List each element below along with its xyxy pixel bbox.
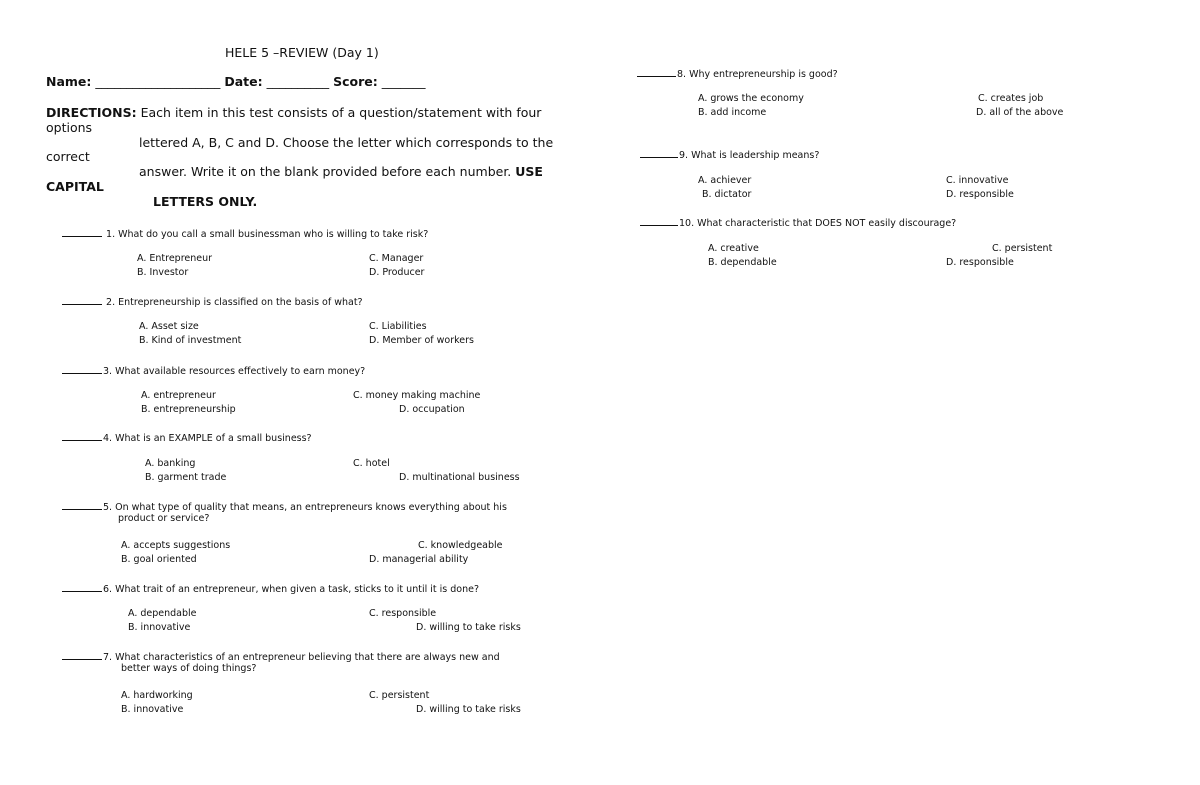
q9-option-c: C. innovative: [946, 175, 1009, 186]
q10-option-b: B. dependable: [708, 257, 777, 268]
directions-line-7: LETTERS ONLY.: [153, 194, 258, 209]
answer-blank-10[interactable]: [640, 216, 678, 226]
q10-option-c: C. persistent: [992, 243, 1053, 254]
directions-line-5: answer. Write it on the blank provided before each number. USE: [139, 164, 543, 179]
q3-option-b: B. entrepreneurship: [141, 404, 236, 415]
answer-blank-8[interactable]: [637, 67, 676, 77]
question-2: 2. Entrepreneurship is classified on the basis of what?: [62, 295, 363, 308]
question-10: 10. What characteristic that DOES NOT easily discourage?: [640, 216, 956, 229]
question-1: 1. What do you call a small businessman who is willing to take risk?: [62, 227, 428, 240]
q1-option-d: D. Producer: [369, 267, 425, 278]
answer-blank-2[interactable]: [62, 295, 102, 305]
q4-option-b: B. garment trade: [145, 472, 227, 483]
q8-option-b: B. add income: [698, 107, 767, 118]
date-label: Date:: [224, 74, 263, 89]
q10-option-d: D. responsible: [946, 257, 1014, 268]
answer-blank-1[interactable]: [62, 227, 102, 237]
q2-option-d: D. Member of workers: [369, 335, 474, 346]
name-blank[interactable]: ____________________: [95, 74, 221, 89]
directions-line-6: CAPITAL: [46, 179, 104, 194]
q4-option-a: A. banking: [145, 458, 196, 469]
q5-option-a: A. accepts suggestions: [121, 540, 231, 551]
answer-blank-4[interactable]: [62, 431, 102, 441]
question-7-cont: better ways of doing things?: [121, 663, 257, 674]
directions-label: DIRECTIONS:: [46, 105, 137, 120]
score-label: Score:: [333, 74, 378, 89]
q5-option-c: C. knowledgeable: [418, 540, 503, 551]
question-3: 3. What available resources effectively to earn money?: [62, 364, 365, 377]
q6-option-d: D. willing to take risks: [416, 622, 521, 633]
q8-option-c: C. creates job: [978, 93, 1044, 104]
q6-option-b: B. innovative: [128, 622, 191, 633]
q7-option-b: B. innovative: [121, 704, 184, 715]
page-title: HELE 5 –REVIEW (Day 1): [225, 45, 379, 60]
q9-option-b: B. dictator: [702, 189, 752, 200]
question-4: 4. What is an EXAMPLE of a small business?: [62, 431, 312, 444]
q5-option-d: D. managerial ability: [369, 554, 469, 565]
q9-option-d: D. responsible: [946, 189, 1014, 200]
q1-option-b: B. Investor: [137, 267, 189, 278]
q3-option-d: D. occupation: [399, 404, 465, 415]
answer-blank-6[interactable]: [62, 582, 102, 592]
q2-option-c: C. Liabilities: [369, 321, 427, 332]
q7-option-c: C. persistent: [369, 690, 430, 701]
q9-option-a: A. achiever: [698, 175, 752, 186]
directions-line-1: DIRECTIONS: Each item in this test consists of a question/statement with four: [46, 105, 542, 120]
q3-option-c: C. money making machine: [353, 390, 481, 401]
q10-option-a: A. creative: [708, 243, 759, 254]
q7-option-a: A. hardworking: [121, 690, 193, 701]
q4-option-c: C. hotel: [353, 458, 390, 469]
q4-option-d: D. multinational business: [399, 472, 520, 483]
answer-blank-5[interactable]: [62, 500, 102, 510]
question-5: 5. On what type of quality that means, an entrepreneurs knows everything about his: [62, 500, 507, 513]
date-blank[interactable]: __________: [266, 74, 330, 89]
q2-option-a: A. Asset size: [139, 321, 199, 332]
score-blank[interactable]: _______: [381, 74, 426, 89]
question-9: 9. What is leadership means?: [640, 148, 819, 161]
question-5-cont: product or service?: [118, 513, 210, 524]
question-6: 6. What trait of an entrepreneur, when given a task, sticks to it until it is done?: [62, 582, 479, 595]
question-8: 8. Why entrepreneurship is good?: [637, 67, 838, 80]
name-label: Name:: [46, 74, 92, 89]
q6-option-a: A. dependable: [128, 608, 197, 619]
q1-option-c: C. Manager: [369, 253, 424, 264]
q3-option-a: A. entrepreneur: [141, 390, 216, 401]
q6-option-c: C. responsible: [369, 608, 437, 619]
question-7: 7. What characteristics of an entrepreneur believing that there are always new and: [62, 650, 500, 663]
answer-blank-3[interactable]: [62, 364, 102, 374]
answer-blank-9[interactable]: [640, 148, 678, 158]
q2-option-b: B. Kind of investment: [139, 335, 242, 346]
student-info-line: [46, 76, 426, 89]
q5-option-b: B. goal oriented: [121, 554, 197, 565]
q8-option-a: A. grows the economy: [698, 93, 804, 104]
answer-blank-7[interactable]: [62, 650, 102, 660]
directions-line-4: correct: [46, 149, 90, 164]
directions-line-2: options: [46, 120, 93, 135]
q1-option-a: A. Entrepreneur: [137, 253, 213, 264]
directions-line-3: lettered A, B, C and D. Choose the letter which corresponds to the: [139, 135, 554, 150]
q7-option-d: D. willing to take risks: [416, 704, 521, 715]
q8-option-d: D. all of the above: [976, 107, 1064, 118]
